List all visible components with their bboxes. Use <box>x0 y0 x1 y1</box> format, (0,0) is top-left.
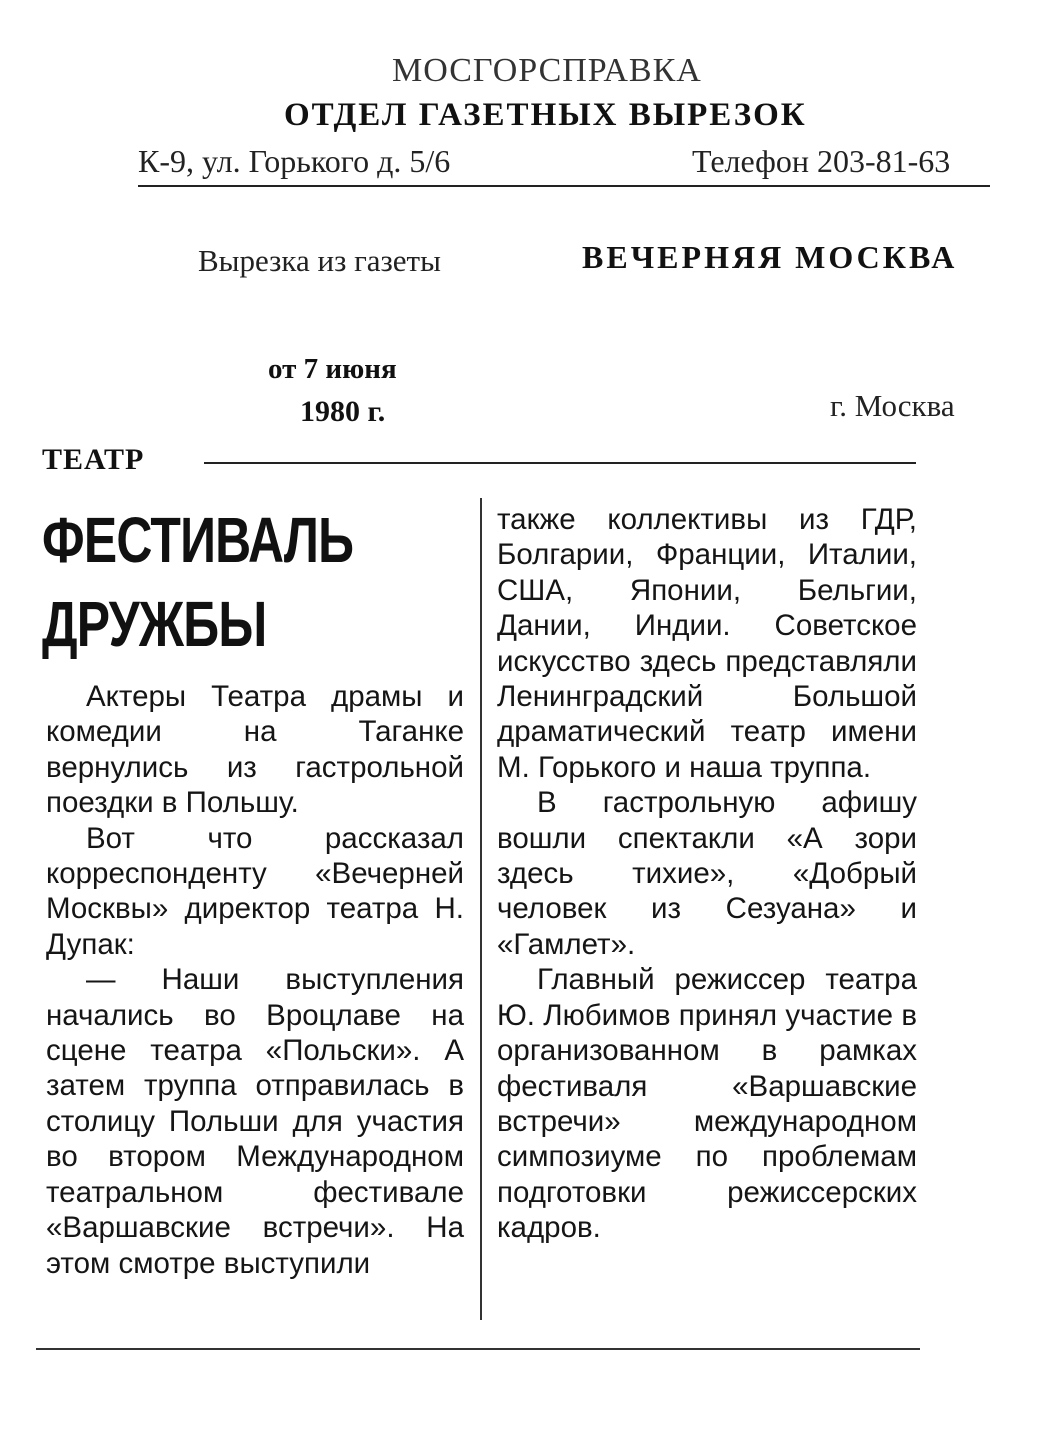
article-paragraph: Главный режиссер театра Ю. Любимов принял участие в организованном в рамках фестиваля «Варшавские встречи» международном симпозиуме по проблемам подготовки режиссерских кадров. <box>497 963 917 1245</box>
article-paragraph: также коллективы из ГДР, Болгарии, Франции, Италии, США, Японии, Бельгии, Дании, Индии. Советское искусство здесь представляли Ленинградский Большой драматический театр имени М. Горького и наша труппа. <box>497 503 917 784</box>
section-divider <box>204 462 916 464</box>
article-headline: ФЕСТИВАЛЬ ДРУЖБЫ <box>42 504 354 660</box>
article-paragraph: Актеры Театра драмы и комедии на Таганке вернулись из гастрольной поездки в Польшу. <box>46 680 464 820</box>
bottom-divider <box>36 1348 920 1350</box>
department-title: ОТДЕЛ ГАЗЕТНЫХ ВЫРЕЗОК <box>284 97 807 133</box>
newspaper-name: ВЕЧЕРНЯЯ МОСКВА <box>582 239 958 275</box>
source-label: Вырезка из газеты <box>198 243 441 278</box>
article-paragraph: В гастрольную афишу вошли спектакли «А зори здесь тихие», «Добрый человек из Сезуана» и «Гамлет». <box>497 786 917 961</box>
clipping-year: 1980 г. <box>300 395 386 428</box>
column-divider <box>480 498 482 1320</box>
article-column-right <box>497 502 917 1246</box>
clipping-date: от 7 июня <box>268 353 397 385</box>
article-paragraph: Вот что рассказал корреспонденту «Вечерней Москвы» директор театра Н. Дупак: <box>46 821 464 961</box>
clipping-city: г. Москва <box>830 388 955 423</box>
section-row <box>42 443 922 479</box>
agency-name: МОСГОРСПРАВКА <box>392 52 702 89</box>
agency-phone: Телефон 203-81-63 <box>692 143 951 179</box>
agency-address: К-9, ул. Горького д. 5/6 <box>138 143 451 179</box>
header-divider <box>138 185 990 187</box>
article-column-left <box>46 679 464 1281</box>
article-paragraph: — Наши выступления начались во Вроцлаве на сцене театра «Польски». А затем труппа отправилась в столицу Польши для участия во втором Международном театральном фестивале «Варшавские встречи». На этом смотре выступили <box>46 963 464 1280</box>
section-label: ТЕАТР <box>42 443 145 476</box>
